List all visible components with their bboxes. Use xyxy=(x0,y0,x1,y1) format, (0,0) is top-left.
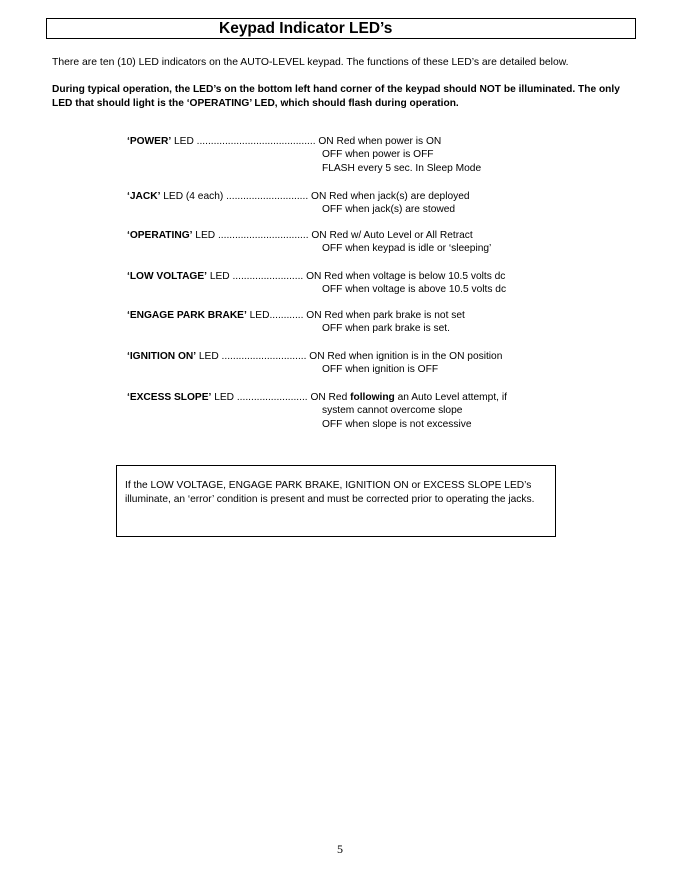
led-state-on: ON Red when voltage is below 10.5 volts dc xyxy=(306,271,506,282)
led-name: ‘POWER’ xyxy=(127,136,172,147)
led-suffix: LED xyxy=(196,351,219,362)
led-leader-dots: ................................ xyxy=(215,230,312,241)
led-leader-dots: ............ xyxy=(269,310,307,321)
led-leader-dots: ......................... xyxy=(234,392,311,403)
led-state-line: OFF when keypad is idle or ‘sleeping’ xyxy=(322,243,492,255)
led-state-line: system cannot overcome slope xyxy=(322,405,463,417)
led-item-power xyxy=(127,135,481,175)
page-number: 5 xyxy=(337,842,343,856)
led-item-low-voltage xyxy=(127,270,506,297)
error-note-box xyxy=(116,465,556,537)
led-state-on-post: an Auto Level attempt, if xyxy=(394,392,507,403)
led-suffix: LED xyxy=(246,310,270,321)
led-name: ‘EXCESS SLOPE’ xyxy=(127,392,212,403)
led-state-on-pre: ON Red xyxy=(310,392,351,403)
led-suffix: LED (4 each) xyxy=(160,191,224,202)
led-leader-dots: .............................. xyxy=(218,351,310,362)
led-state-line: OFF when power is OFF xyxy=(322,149,434,161)
led-item-excess-slope xyxy=(127,391,507,431)
led-state-line: OFF when park brake is set. xyxy=(322,323,450,335)
title-box xyxy=(46,18,636,39)
page-title: Keypad Indicator LED’s xyxy=(219,20,393,37)
led-leader-dots: .......................................... xyxy=(193,136,319,147)
led-state-on-emphasis: following xyxy=(350,392,395,403)
led-name: ‘OPERATING’ xyxy=(127,230,193,241)
led-state-on: ON Red when ignition is in the ON position xyxy=(309,351,503,362)
led-state-line: FLASH every 5 sec. In Sleep Mode xyxy=(322,162,482,174)
led-state-on: ON Red when power is ON xyxy=(318,136,442,147)
led-leader-dots: ......................... xyxy=(229,271,307,282)
led-state-on: ON Red w/ Auto Level or All Retract xyxy=(311,230,473,241)
led-state-line: OFF when voltage is above 10.5 volts dc xyxy=(322,284,507,296)
led-name: ‘JACK’ xyxy=(127,191,161,202)
led-suffix: LED xyxy=(171,136,194,147)
led-state-line: OFF when jack(s) are stowed xyxy=(322,204,456,216)
error-note-text: If the LOW VOLTAGE, ENGAGE PARK BRAKE, IGNITION ON or EXCESS SLOPE LED’s illuminate, an ‘error’ condition is present and must be corrected prior to operating the jacks. xyxy=(125,480,535,506)
warning-paragraph: During typical operation, the LED’s on the bottom left hand corner of the keypad should NOT be illuminated. The only LED that should light is the ‘OPERATING’ LED, which should flash during operation. xyxy=(52,84,620,109)
led-state-line: OFF when ignition is OFF xyxy=(322,364,439,376)
led-item-ignition-on xyxy=(127,350,502,377)
led-name: ‘LOW VOLTAGE’ xyxy=(127,271,207,282)
led-state-on: ON Red when jack(s) are deployed xyxy=(311,191,470,202)
led-item-jack xyxy=(127,190,470,217)
led-item-operating xyxy=(127,229,491,256)
intro-paragraph: There are ten (10) LED indicators on the AUTO-LEVEL keypad. The functions of these LED’s are detailed below. xyxy=(52,57,569,68)
led-suffix: LED xyxy=(206,271,230,282)
led-state-line: OFF when slope is not excessive xyxy=(322,418,472,430)
led-name: ‘ENGAGE PARK BRAKE’ xyxy=(127,310,247,321)
led-name: ‘IGNITION ON’ xyxy=(127,351,197,362)
led-suffix: LED xyxy=(211,392,235,403)
led-state-on: ON Red when park brake is not set xyxy=(306,310,465,321)
led-suffix: LED xyxy=(192,230,216,241)
led-leader-dots: ............................. xyxy=(223,191,312,202)
led-item-engage-park-brake xyxy=(127,309,465,336)
